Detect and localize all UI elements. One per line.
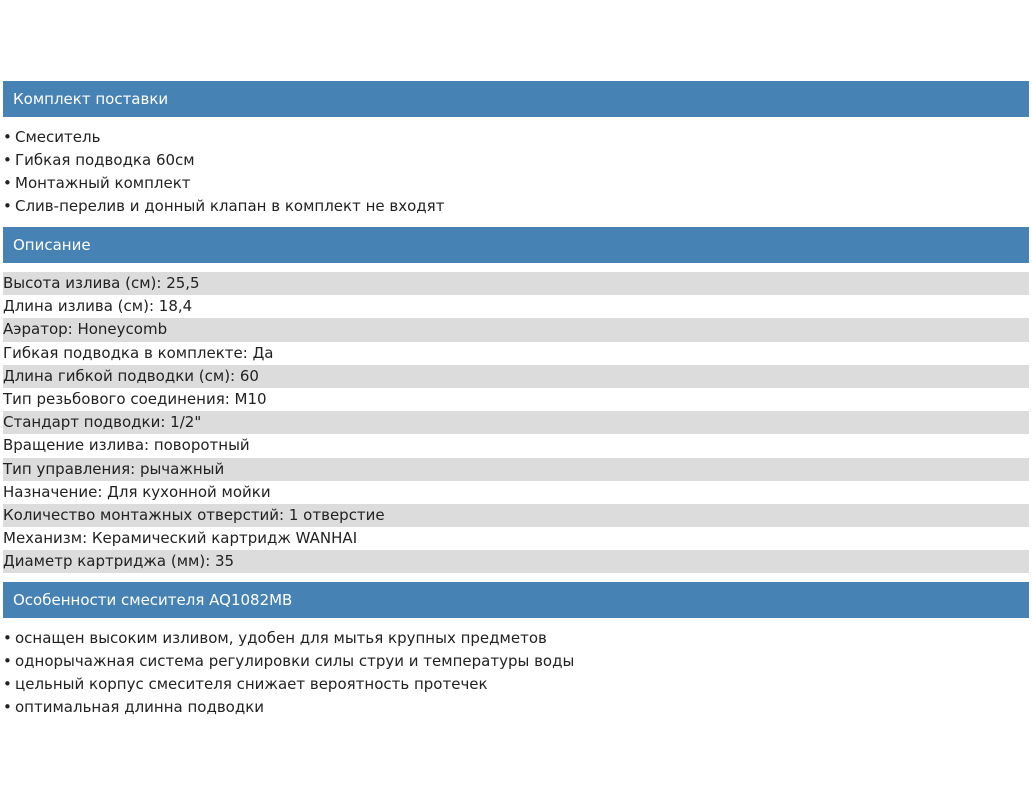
table-row: Количество монтажных отверстий: 1 отверстие bbox=[3, 504, 1029, 527]
list-item-text: цельный корпус смесителя снижает вероятность протечек bbox=[15, 675, 488, 693]
features-list bbox=[3, 627, 1029, 719]
bullet-icon: • bbox=[3, 174, 12, 192]
section-header-features: Особенности смесителя AQ1082MB bbox=[3, 582, 1029, 618]
list-item bbox=[3, 696, 1029, 719]
spec-table bbox=[3, 272, 1029, 573]
list-item bbox=[3, 195, 1029, 218]
section-header-delivery: Комплект поставки bbox=[3, 81, 1029, 117]
table-row: Назначение: Для кухонной мойки bbox=[3, 481, 1029, 504]
bullet-icon: • bbox=[3, 629, 12, 647]
list-item bbox=[3, 650, 1029, 673]
bullet-icon: • bbox=[3, 197, 12, 215]
list-item-text: Смеситель bbox=[15, 128, 101, 146]
table-row: Тип управления: рычажный bbox=[3, 458, 1029, 481]
bullet-icon: • bbox=[3, 675, 12, 693]
list-item-text: Гибкая подводка 60см bbox=[15, 151, 195, 169]
list-item-text: оптимальная длинна подводки bbox=[15, 698, 265, 716]
list-item bbox=[3, 673, 1029, 696]
table-row: Гибкая подводка в комплекте: Да bbox=[3, 342, 1029, 365]
bullet-icon: • bbox=[3, 128, 12, 146]
bullet-icon: • bbox=[3, 698, 12, 716]
list-item bbox=[3, 126, 1029, 149]
table-row: Стандарт подводки: 1/2" bbox=[3, 411, 1029, 434]
table-row: Диаметр картриджа (мм): 35 bbox=[3, 550, 1029, 573]
table-row: Длина гибкой подводки (см): 60 bbox=[3, 365, 1029, 388]
list-item-text: оснащен высоким изливом, удобен для мытья крупных предметов bbox=[15, 629, 547, 647]
list-item bbox=[3, 627, 1029, 650]
table-row: Длина излива (см): 18,4 bbox=[3, 295, 1029, 318]
table-row: Высота излива (см): 25,5 bbox=[3, 272, 1029, 295]
list-item bbox=[3, 149, 1029, 172]
list-item-text: однорычажная система регулировки силы струи и температуры воды bbox=[15, 652, 575, 670]
list-item bbox=[3, 172, 1029, 195]
list-item-text: Слив-перелив и донный клапан в комплект не входят bbox=[15, 197, 445, 215]
bullet-icon: • bbox=[3, 151, 12, 169]
table-row: Аэратор: Honeycomb bbox=[3, 318, 1029, 341]
delivery-list bbox=[3, 126, 1029, 218]
bullet-icon: • bbox=[3, 652, 12, 670]
table-row: Вращение излива: поворотный bbox=[3, 434, 1029, 457]
list-item-text: Монтажный комплект bbox=[15, 174, 191, 192]
table-row: Механизм: Керамический картридж WANHAI bbox=[3, 527, 1029, 550]
section-header-description: Описание bbox=[3, 227, 1029, 263]
table-row: Тип резьбового соединения: М10 bbox=[3, 388, 1029, 411]
